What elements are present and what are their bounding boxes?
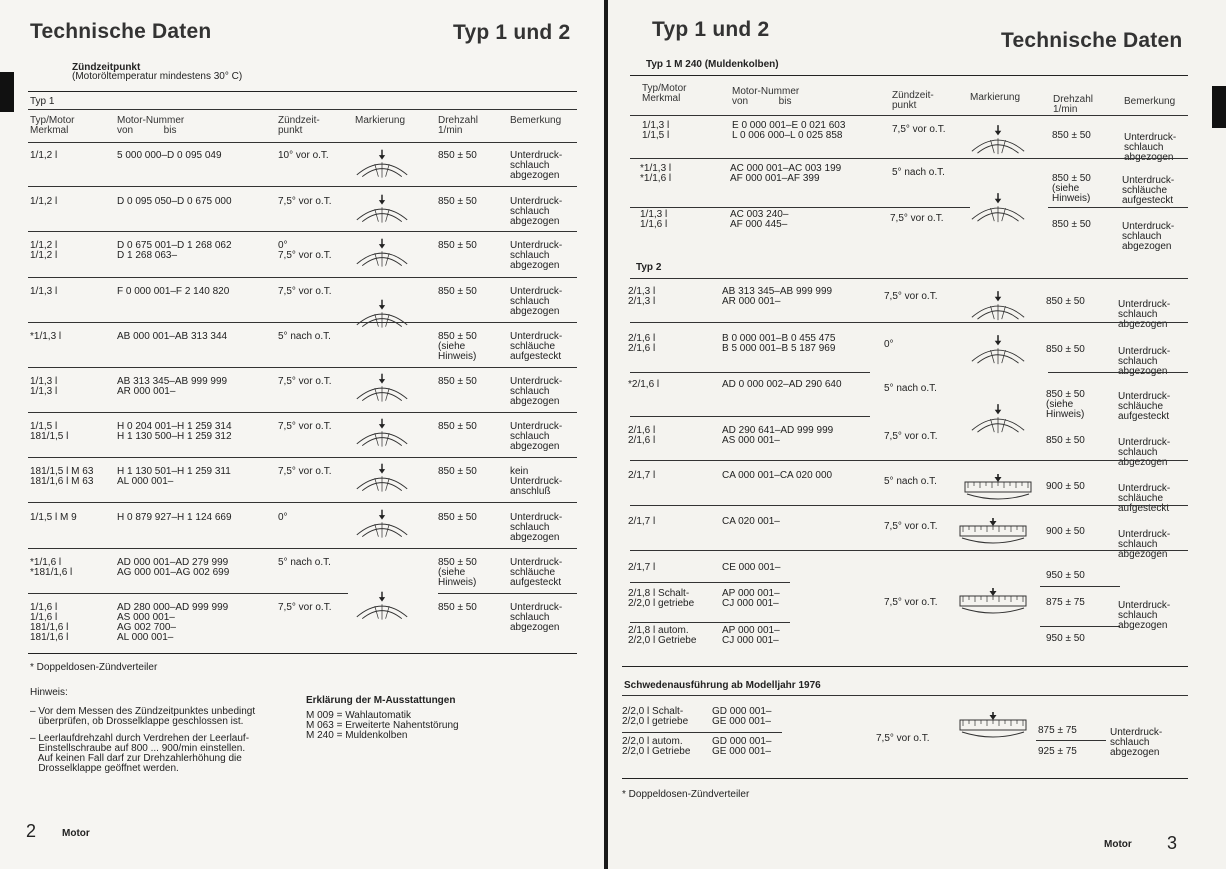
cell-remark: Unterdruck- schlauch abgezogen <box>1118 437 1171 468</box>
cell-remark: Unterdruck- schlauch abgezogen <box>510 240 563 271</box>
cell-rpm: 850 ± 50 <box>438 196 477 207</box>
cell-remark: Unterdruck- schlauch abgezogen <box>510 512 563 543</box>
cell-rpm: 850 ± 50 (siehe Hinweis) <box>438 331 477 362</box>
cell-rpm: 950 ± 50 <box>1046 633 1085 644</box>
cell-rpm: 850 ± 50 <box>438 286 477 297</box>
rule <box>1036 740 1106 741</box>
rule <box>630 372 870 373</box>
page-number: 2 <box>26 821 37 841</box>
cell-typ: *1/1,6 l *181/1,6 l <box>30 557 73 578</box>
rule <box>28 653 577 654</box>
cell-rpm: 850 ± 50 <box>1052 219 1091 230</box>
rule <box>28 548 577 549</box>
cell-typ: 1/1,2 l <box>30 150 58 161</box>
thumb-tab <box>0 72 14 112</box>
timing-mark-pulley-icon <box>355 298 409 332</box>
cell-ignition-point: 5° nach o.T. <box>884 383 937 394</box>
cell-ignition-point: 7,5° vor o.T. <box>278 376 332 387</box>
header-zzp: Zündzeit- punkt <box>892 90 934 111</box>
cell-rpm: 850 ± 50 <box>438 602 477 613</box>
cell-remark: Unterdruck- schlauch abgezogen <box>1118 346 1171 377</box>
cell-remark: kein Unterdruck- anschluß <box>510 466 563 497</box>
rule <box>28 322 577 323</box>
cell-rpm: 850 ± 50 (siehe Hinweis) <box>1046 389 1085 420</box>
header-motor: Motor-Nummer von bis <box>117 115 185 136</box>
cell-ignition-point: 5° nach o.T. <box>278 557 331 568</box>
cell-rpm: 900 ± 50 <box>1046 481 1085 492</box>
cell-rpm: 875 ± 75 <box>1046 597 1085 608</box>
page-title: Technische Daten <box>30 20 212 43</box>
rule <box>630 416 870 417</box>
rule <box>28 91 577 92</box>
rule <box>630 158 1188 159</box>
rule <box>28 502 577 503</box>
cell-motor-number: CA 020 001– <box>722 516 780 527</box>
timing-mark-pulley-icon <box>355 148 409 182</box>
rule <box>1048 207 1188 208</box>
cell-typ: 1/1,6 l 1/1,6 l 181/1,6 l 181/1,6 l <box>30 602 69 643</box>
type-heading: Typ 1 und 2 <box>453 21 571 44</box>
cell-typ: 1/1,3 l 1/1,5 l <box>642 120 670 141</box>
cell-motor-number: E 0 000 001–E 0 021 603 L 0 006 000–L 0 025 858 <box>732 120 846 141</box>
header-mark: Markierung <box>970 92 1021 103</box>
rule <box>28 109 577 110</box>
rule <box>28 231 577 232</box>
header-motor: Motor-Nummer von bis <box>732 86 800 107</box>
cell-motor-number: CE 000 001– <box>722 562 781 573</box>
timing-mark-pulley-icon <box>355 237 409 271</box>
rule <box>1040 626 1120 627</box>
rule <box>28 277 577 278</box>
rule <box>28 457 577 458</box>
cell-remark: Unterdruck- schlauch abgezogen <box>510 376 563 407</box>
type-heading: Typ 1 und 2 <box>652 18 770 41</box>
cell-ignition-point: 7,5° vor o.T. <box>278 602 332 613</box>
cell-rpm: 850 ± 50 <box>438 376 477 387</box>
cell-typ: 1/1,3 l 1/1,3 l <box>30 376 58 397</box>
cell-remark: Unterdruck- schlauch abgezogen <box>510 286 563 317</box>
rule <box>630 550 1188 551</box>
cell-rpm: 850 ± 50 <box>1046 435 1085 446</box>
footnote: * Doppeldosen-Zündverteiler <box>622 789 750 800</box>
cell-ignition-point: 5° nach o.T. <box>892 167 945 178</box>
cell-motor-number: AB 313 345–AB 999 999 AR 000 001– <box>722 286 833 307</box>
cell-rpm: 850 ± 50 <box>1046 344 1085 355</box>
cell-motor-number: D 0 095 050–D 0 675 000 <box>117 196 232 207</box>
cell-ignition-point: 7,5° vor o.T. <box>892 124 946 135</box>
cell-rpm: 925 ± 75 <box>1038 746 1077 757</box>
cell-typ: 2/1,8 l Schalt- 2/2,0 l getriebe <box>628 588 695 609</box>
cell-typ: 2/2,0 l autom. 2/2,0 l Getriebe <box>622 736 691 757</box>
rule <box>622 778 1188 779</box>
page-title: Technische Daten <box>1001 29 1183 52</box>
timing-mark-pulley-icon <box>970 124 1026 158</box>
subtitle-note: (Motoröltemperatur mindestens 30° C) <box>72 71 243 82</box>
cell-remark: Unterdruck- schlauch abgezogen <box>1122 221 1175 252</box>
cell-remark: Unterdruck- schlauch abgezogen <box>510 602 563 633</box>
rule <box>622 695 1188 696</box>
timing-mark-pulley-icon <box>355 417 409 451</box>
cell-typ: 1/1,2 l 1/1,2 l <box>30 240 58 261</box>
rule <box>630 207 970 208</box>
erkl-text: M 009 = Wahlautomatik M 063 = Erweiterte Nahentstörung M 240 = Muldenkolben <box>306 710 459 741</box>
cell-rpm: 875 ± 75 <box>1038 725 1077 736</box>
rule <box>1048 372 1188 373</box>
cell-motor-number: H 1 130 501–H 1 259 311 AL 000 001– <box>117 466 231 487</box>
cell-ignition-point: 7,5° vor o.T. <box>884 431 938 442</box>
timing-scale-icon <box>956 588 1030 618</box>
cell-ignition-point: 5° nach o.T. <box>884 476 937 487</box>
cell-typ: 1/1,3 l 1/1,6 l <box>640 209 668 230</box>
hinweis-1: – Vor dem Messen des Zündzeitpunktes unbedingt überprüfen, ob Drosselklappe geschlossen ist. <box>30 706 256 727</box>
cell-rpm: 950 ± 50 <box>1046 570 1085 581</box>
cell-remark: Unterdruck- schläuche aufgesteckt <box>1118 483 1171 514</box>
cell-motor-number: AC 003 240– AF 000 445– <box>730 209 789 230</box>
cell-remark: Unterdruck- schlauch abgezogen <box>1118 529 1171 560</box>
cell-remark: Unterdruck- schlauch abgezogen <box>510 150 563 181</box>
cell-rpm: 850 ± 50 <box>438 240 477 251</box>
header-zzp: Zündzeit- punkt <box>278 115 320 136</box>
rule <box>28 593 348 594</box>
cell-ignition-point: 7,5° vor o.T. <box>278 421 332 432</box>
cell-rpm: 850 ± 50 <box>1046 296 1085 307</box>
cell-motor-number: AP 000 001– CJ 000 001– <box>722 625 780 646</box>
timing-mark-pulley-icon <box>355 193 409 227</box>
cell-remark: Unterdruck- schlauch abgezogen <box>1118 600 1171 631</box>
cell-motor-number: AD 290 641–AD 999 999 AS 000 001– <box>722 425 834 446</box>
cell-motor-number: 5 000 000–D 0 095 049 <box>117 150 222 161</box>
header-bem: Bemerkung <box>510 115 562 126</box>
erkl-title: Erklärung der M-Ausstattungen <box>306 695 456 706</box>
header-mark: Markierung <box>355 115 406 126</box>
cell-ignition-point: 5° nach o.T. <box>278 331 331 342</box>
timing-mark-pulley-icon <box>355 372 409 406</box>
timing-mark-pulley-icon <box>355 508 409 542</box>
cell-typ: 1/1,5 l M 9 <box>30 512 77 523</box>
cell-motor-number: D 0 675 001–D 1 268 062 D 1 268 063– <box>117 240 232 261</box>
rule <box>630 460 1188 461</box>
cell-motor-number: AB 000 001–AB 313 344 <box>117 331 228 342</box>
section-typ1: Typ 1 M 240 (Muldenkolben) <box>646 59 779 70</box>
cell-ignition-point: 7,5° vor o.T. <box>884 521 938 532</box>
cell-motor-number: B 0 000 001–B 0 455 475 B 5 000 001–B 5 187 969 <box>722 333 836 354</box>
section-typ2: Typ 2 <box>636 262 662 273</box>
cell-motor-number: AP 000 001– CJ 000 001– <box>722 588 780 609</box>
page-number: 3 <box>1167 833 1178 853</box>
cell-typ: *1/1,3 l *1/1,6 l <box>640 163 672 184</box>
subtitle: Zündzeitpunkt <box>72 62 141 73</box>
cell-typ: 2/1,7 l <box>628 516 656 527</box>
cell-ignition-point: 7,5° vor o.T. <box>278 286 332 297</box>
timing-mark-pulley-icon <box>970 192 1026 226</box>
cell-ignition-point: 7,5° vor o.T. <box>884 291 938 302</box>
cell-rpm: 850 ± 50 <box>438 421 477 432</box>
cell-typ: 2/1,6 l 2/1,6 l <box>628 425 656 446</box>
cell-typ: 1/1,3 l <box>30 286 58 297</box>
cell-rpm: 850 ± 50 (siehe Hinweis) <box>1052 173 1091 204</box>
cell-ignition-point: 7,5° vor o.T. <box>278 196 332 207</box>
cell-motor-number: H 0 204 001–H 1 259 314 H 1 130 500–H 1 259 312 <box>117 421 232 442</box>
rule <box>630 278 1188 279</box>
cell-motor-number: F 0 000 001–F 2 140 820 <box>117 286 230 297</box>
hinweis-2: – Leerlaufdrehzahl durch Verdrehen der Leerlauf- Einstellschraube auf 800 ... 900/min einstellen. Auf keinen Fall darf zur Drehzahlerhöhung die Drosselklappe geöffnet werden. <box>30 733 250 774</box>
cell-rpm: 850 ± 50 <box>438 466 477 477</box>
rule <box>622 666 1188 667</box>
cell-ignition-point: 0° 7,5° vor o.T. <box>278 240 332 261</box>
thumb-tab <box>1212 86 1226 128</box>
cell-motor-number: AD 000 001–AD 279 999 AG 000 001–AG 002 699 <box>117 557 230 578</box>
timing-mark-pulley-icon <box>970 290 1026 324</box>
cell-motor-number: AC 000 001–AC 003 199 AF 000 001–AF 399 <box>730 163 842 184</box>
cell-typ: 2/1,8 l autom. 2/2,0 l Getriebe <box>628 625 697 646</box>
header-bem: Bemerkung <box>1124 96 1176 107</box>
header-typ: Typ/Motor Merkmal <box>642 83 687 104</box>
cell-remark: Unterdruck- schläuche aufgesteckt <box>510 331 563 362</box>
rule <box>438 367 577 368</box>
rule <box>1040 586 1120 587</box>
timing-scale-icon <box>956 712 1030 742</box>
timing-mark-pulley-icon <box>970 334 1026 368</box>
cell-typ: 2/1,7 l <box>628 470 656 481</box>
footnote: * Doppeldosen-Zündverteiler <box>30 662 158 673</box>
header-drehzahl: Drehzahl 1/min <box>438 115 479 136</box>
cell-remark: Unterdruck- schläuche aufgesteckt <box>1118 391 1171 422</box>
cell-remark: Unterdruck- schlauch abgezogen <box>510 421 563 452</box>
timing-mark-pulley-icon <box>355 462 409 496</box>
cell-ignition-point: 0° <box>278 512 288 523</box>
cell-ignition-point: 7,5° vor o.T. <box>278 466 332 477</box>
cell-motor-number: GD 000 001– GE 000 001– <box>712 736 772 757</box>
cell-remark: Unterdruck- schlauch abgezogen <box>1118 299 1171 330</box>
rule <box>438 593 577 594</box>
cell-remark: Unterdruck- schlauch abgezogen <box>510 196 563 227</box>
cell-typ: 2/1,6 l 2/1,6 l <box>628 333 656 354</box>
cell-ignition-point: 10° vor o.T. <box>278 150 329 161</box>
cell-remark: Unterdruck- schläuche aufgesteckt <box>1122 175 1175 206</box>
cell-rpm: 850 ± 50 <box>1052 130 1091 141</box>
cell-motor-number: GD 000 001– GE 000 001– <box>712 706 772 727</box>
header-drehzahl: Drehzahl 1/min <box>1053 94 1094 115</box>
cell-rpm: 900 ± 50 <box>1046 526 1085 537</box>
cell-typ: 1/1,5 l 181/1,5 l <box>30 421 69 442</box>
rule <box>630 582 790 583</box>
cell-ignition-point: 7,5° vor o.T. <box>884 597 938 608</box>
timing-mark-pulley-icon <box>970 403 1026 437</box>
page-word: Motor <box>1104 839 1132 850</box>
rule <box>630 115 1188 116</box>
cell-motor-number: H 0 879 927–H 1 124 669 <box>117 512 232 523</box>
rule <box>28 412 577 413</box>
cell-ignition-point: 0° <box>884 339 894 350</box>
right-page <box>608 0 1226 869</box>
cell-rpm: 850 ± 50 (siehe Hinweis) <box>438 557 477 588</box>
cell-typ: 2/1,7 l <box>628 562 656 573</box>
cell-typ: 181/1,5 l M 63 181/1,6 l M 63 <box>30 466 94 487</box>
cell-remark: Unterdruck- schlauch abgezogen <box>1110 727 1163 758</box>
cell-remark: Unterdruck- schlauch abgezogen <box>1124 132 1177 163</box>
cell-remark: Unterdruck- schläuche aufgesteckt <box>510 557 563 588</box>
page-word: Motor <box>62 828 90 839</box>
cell-typ: 2/1,3 l 2/1,3 l <box>628 286 656 307</box>
cell-motor-number: CA 000 001–CA 020 000 <box>722 470 833 481</box>
cell-ignition-point: 7,5° vor o.T. <box>890 213 944 224</box>
hinweis-title: Hinweis: <box>30 687 68 698</box>
section-label: Typ 1 <box>30 96 55 107</box>
cell-typ: 2/2,0 l Schalt- 2/2,0 l getriebe <box>622 706 689 727</box>
timing-scale-icon <box>963 474 1033 504</box>
cell-typ: *2/1,6 l <box>628 379 660 390</box>
rule <box>622 732 782 733</box>
rule <box>28 186 577 187</box>
section-schweden: Schwedenausführung ab Modelljahr 1976 <box>624 680 821 691</box>
rule <box>630 75 1188 76</box>
left-page <box>0 0 604 869</box>
rule <box>28 142 577 143</box>
rule <box>630 322 1188 323</box>
cell-rpm: 850 ± 50 <box>438 150 477 161</box>
timing-scale-icon <box>956 518 1030 548</box>
rule <box>630 505 1188 506</box>
cell-typ: 1/1,2 l <box>30 196 58 207</box>
cell-motor-number: AD 0 000 002–AD 290 640 <box>722 379 842 390</box>
cell-typ: *1/1,3 l <box>30 331 62 342</box>
rule <box>630 622 790 623</box>
cell-rpm: 850 ± 50 <box>438 512 477 523</box>
header-typ: Typ/Motor Merkmal <box>30 115 75 136</box>
cell-motor-number: AD 280 000–AD 999 999 AS 000 001– AG 002 700– AL 000 001– <box>117 602 229 643</box>
rule <box>28 367 438 368</box>
timing-mark-pulley-icon <box>355 590 409 624</box>
cell-ignition-point: 7,5° vor o.T. <box>876 733 930 744</box>
cell-motor-number: AB 313 345–AB 999 999 AR 000 001– <box>117 376 228 397</box>
